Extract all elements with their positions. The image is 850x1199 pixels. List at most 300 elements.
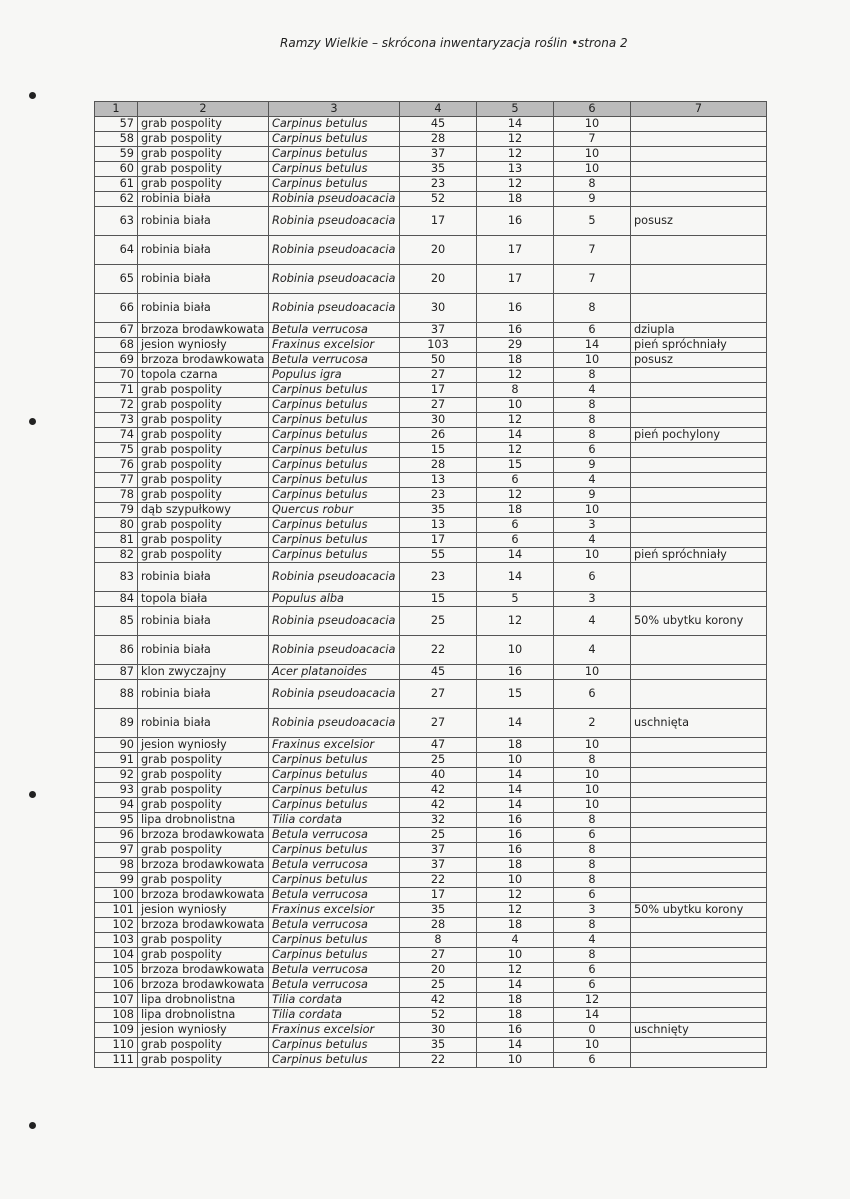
tree-number-cell: 92	[95, 768, 138, 783]
height-cell: 15	[477, 458, 554, 473]
common-name-cell: robinia biała	[138, 709, 269, 738]
trunk-circumference-cell: 20	[400, 265, 477, 294]
tree-number-cell: 57	[95, 117, 138, 132]
crown-diameter-cell: 3	[554, 592, 631, 607]
common-name-cell: jesion wyniosły	[138, 338, 269, 353]
remarks-cell	[631, 294, 767, 323]
latin-name-cell: Carpinus betulus	[269, 398, 400, 413]
remarks-cell	[631, 798, 767, 813]
height-cell: 14	[477, 1038, 554, 1053]
table-row	[95, 265, 767, 294]
common-name-cell: robinia biała	[138, 680, 269, 709]
common-name-cell: grab pospolity	[138, 873, 269, 888]
trunk-circumference-cell: 17	[400, 533, 477, 548]
crown-diameter-cell: 5	[554, 207, 631, 236]
latin-name-cell: Fraxinus excelsior	[269, 338, 400, 353]
tree-number-cell: 95	[95, 813, 138, 828]
remarks-cell	[631, 488, 767, 503]
common-name-cell: grab pospolity	[138, 753, 269, 768]
remarks-cell	[631, 458, 767, 473]
tree-number-cell: 97	[95, 843, 138, 858]
remarks-cell	[631, 978, 767, 993]
height-cell: 12	[477, 903, 554, 918]
trunk-circumference-cell: 20	[400, 236, 477, 265]
trunk-circumference-cell: 55	[400, 548, 477, 563]
table-row	[95, 533, 767, 548]
crown-diameter-cell: 10	[554, 117, 631, 132]
common-name-cell: grab pospolity	[138, 383, 269, 398]
common-name-cell: lipa drobnolistna	[138, 813, 269, 828]
latin-name-cell: Carpinus betulus	[269, 933, 400, 948]
table-row	[95, 948, 767, 963]
table-row	[95, 828, 767, 843]
column-header: 5	[477, 102, 554, 117]
height-cell: 18	[477, 353, 554, 368]
table-row	[95, 813, 767, 828]
table-row	[95, 873, 767, 888]
height-cell: 10	[477, 636, 554, 665]
remarks-cell	[631, 162, 767, 177]
common-name-cell: grab pospolity	[138, 458, 269, 473]
height-cell: 17	[477, 265, 554, 294]
tree-number-cell: 106	[95, 978, 138, 993]
remarks-cell	[631, 933, 767, 948]
latin-name-cell: Carpinus betulus	[269, 473, 400, 488]
latin-name-cell: Robinia pseudoacacia	[269, 265, 400, 294]
common-name-cell: robinia biała	[138, 563, 269, 592]
tree-number-cell: 71	[95, 383, 138, 398]
tree-number-cell: 96	[95, 828, 138, 843]
remarks-cell: uschnięta	[631, 709, 767, 738]
remarks-cell	[631, 768, 767, 783]
height-cell: 6	[477, 473, 554, 488]
common-name-cell: grab pospolity	[138, 147, 269, 162]
common-name-cell: grab pospolity	[138, 533, 269, 548]
trunk-circumference-cell: 30	[400, 1023, 477, 1038]
tree-number-cell: 69	[95, 353, 138, 368]
remarks-cell	[631, 503, 767, 518]
height-cell: 17	[477, 236, 554, 265]
remarks-cell	[631, 1008, 767, 1023]
table-row	[95, 338, 767, 353]
crown-diameter-cell: 8	[554, 948, 631, 963]
height-cell: 18	[477, 738, 554, 753]
common-name-cell: grab pospolity	[138, 933, 269, 948]
table-row	[95, 117, 767, 132]
common-name-cell: jesion wyniosły	[138, 1023, 269, 1038]
crown-diameter-cell: 4	[554, 383, 631, 398]
tree-number-cell: 99	[95, 873, 138, 888]
table-row	[95, 236, 767, 265]
trunk-circumference-cell: 52	[400, 1008, 477, 1023]
column-header: 1	[95, 102, 138, 117]
crown-diameter-cell: 8	[554, 753, 631, 768]
table-row	[95, 443, 767, 458]
tree-number-cell: 65	[95, 265, 138, 294]
crown-diameter-cell: 8	[554, 177, 631, 192]
common-name-cell: jesion wyniosły	[138, 903, 269, 918]
height-cell: 13	[477, 162, 554, 177]
latin-name-cell: Carpinus betulus	[269, 533, 400, 548]
common-name-cell: grab pospolity	[138, 398, 269, 413]
table-row	[95, 563, 767, 592]
common-name-cell: grab pospolity	[138, 488, 269, 503]
common-name-cell: grab pospolity	[138, 843, 269, 858]
latin-name-cell: Carpinus betulus	[269, 1038, 400, 1053]
remarks-cell	[631, 813, 767, 828]
remarks-cell	[631, 518, 767, 533]
remarks-cell	[631, 873, 767, 888]
crown-diameter-cell: 7	[554, 265, 631, 294]
height-cell: 16	[477, 323, 554, 338]
table-row	[95, 132, 767, 147]
trunk-circumference-cell: 47	[400, 738, 477, 753]
crown-diameter-cell: 10	[554, 768, 631, 783]
latin-name-cell: Carpinus betulus	[269, 177, 400, 192]
common-name-cell: brzoza brodawkowata	[138, 888, 269, 903]
common-name-cell: grab pospolity	[138, 428, 269, 443]
crown-diameter-cell: 6	[554, 563, 631, 592]
table-row	[95, 473, 767, 488]
tree-number-cell: 93	[95, 783, 138, 798]
tree-number-cell: 102	[95, 918, 138, 933]
tree-number-cell: 108	[95, 1008, 138, 1023]
common-name-cell: grab pospolity	[138, 1038, 269, 1053]
crown-diameter-cell: 6	[554, 443, 631, 458]
page-header	[280, 36, 628, 50]
height-cell: 8	[477, 383, 554, 398]
latin-name-cell: Tilia cordata	[269, 813, 400, 828]
height-cell: 14	[477, 978, 554, 993]
height-cell: 14	[477, 709, 554, 738]
table-row	[95, 768, 767, 783]
table-row	[95, 548, 767, 563]
trunk-circumference-cell: 50	[400, 353, 477, 368]
latin-name-cell: Carpinus betulus	[269, 518, 400, 533]
latin-name-cell: Carpinus betulus	[269, 413, 400, 428]
tree-number-cell: 91	[95, 753, 138, 768]
common-name-cell: grab pospolity	[138, 413, 269, 428]
crown-diameter-cell: 9	[554, 458, 631, 473]
table-row	[95, 607, 767, 636]
common-name-cell: grab pospolity	[138, 162, 269, 177]
punch-hole-icon	[29, 1122, 36, 1129]
column-header: 3	[269, 102, 400, 117]
common-name-cell: grab pospolity	[138, 443, 269, 458]
trunk-circumference-cell: 45	[400, 117, 477, 132]
trunk-circumference-cell: 25	[400, 753, 477, 768]
common-name-cell: robinia biała	[138, 265, 269, 294]
height-cell: 14	[477, 428, 554, 443]
table-row	[95, 918, 767, 933]
remarks-cell	[631, 236, 767, 265]
trunk-circumference-cell: 17	[400, 383, 477, 398]
trunk-circumference-cell: 35	[400, 503, 477, 518]
latin-name-cell: Robinia pseudoacacia	[269, 709, 400, 738]
trunk-circumference-cell: 25	[400, 978, 477, 993]
common-name-cell: jesion wyniosły	[138, 738, 269, 753]
height-cell: 14	[477, 548, 554, 563]
table-row	[95, 488, 767, 503]
tree-number-cell: 100	[95, 888, 138, 903]
height-cell: 14	[477, 117, 554, 132]
latin-name-cell: Betula verrucosa	[269, 888, 400, 903]
trunk-circumference-cell: 20	[400, 963, 477, 978]
crown-diameter-cell: 9	[554, 488, 631, 503]
common-name-cell: grab pospolity	[138, 798, 269, 813]
table-row	[95, 858, 767, 873]
height-cell: 16	[477, 294, 554, 323]
crown-diameter-cell: 6	[554, 323, 631, 338]
common-name-cell: grab pospolity	[138, 473, 269, 488]
latin-name-cell: Fraxinus excelsior	[269, 903, 400, 918]
table-row	[95, 518, 767, 533]
common-name-cell: brzoza brodawkowata	[138, 963, 269, 978]
crown-diameter-cell: 8	[554, 873, 631, 888]
table-row	[95, 503, 767, 518]
trunk-circumference-cell: 15	[400, 592, 477, 607]
remarks-cell	[631, 563, 767, 592]
common-name-cell: lipa drobnolistna	[138, 1008, 269, 1023]
document-title: Ramzy Wielkie – skrócona inwentaryzacja roślin •	[280, 36, 579, 50]
trunk-circumference-cell: 42	[400, 993, 477, 1008]
latin-name-cell: Carpinus betulus	[269, 768, 400, 783]
trunk-circumference-cell: 23	[400, 177, 477, 192]
trunk-circumference-cell: 27	[400, 398, 477, 413]
table-row	[95, 353, 767, 368]
table-row	[95, 1053, 767, 1068]
height-cell: 10	[477, 1053, 554, 1068]
crown-diameter-cell: 10	[554, 783, 631, 798]
table-row	[95, 162, 767, 177]
height-cell: 14	[477, 783, 554, 798]
tree-number-cell: 110	[95, 1038, 138, 1053]
height-cell: 18	[477, 1008, 554, 1023]
remarks-cell	[631, 665, 767, 680]
remarks-cell	[631, 132, 767, 147]
height-cell: 10	[477, 398, 554, 413]
tree-number-cell: 78	[95, 488, 138, 503]
latin-name-cell: Carpinus betulus	[269, 428, 400, 443]
common-name-cell: grab pospolity	[138, 948, 269, 963]
crown-diameter-cell: 4	[554, 607, 631, 636]
tree-number-cell: 85	[95, 607, 138, 636]
tree-number-cell: 94	[95, 798, 138, 813]
table-row	[95, 177, 767, 192]
tree-number-cell: 63	[95, 207, 138, 236]
tree-number-cell: 101	[95, 903, 138, 918]
crown-diameter-cell: 4	[554, 636, 631, 665]
remarks-cell	[631, 147, 767, 162]
crown-diameter-cell: 7	[554, 236, 631, 265]
table-row	[95, 294, 767, 323]
common-name-cell: robinia biała	[138, 192, 269, 207]
trunk-circumference-cell: 17	[400, 888, 477, 903]
trunk-circumference-cell: 30	[400, 413, 477, 428]
trunk-circumference-cell: 37	[400, 858, 477, 873]
crown-diameter-cell: 12	[554, 993, 631, 1008]
common-name-cell: topola biała	[138, 592, 269, 607]
crown-diameter-cell: 6	[554, 1053, 631, 1068]
column-header: 2	[138, 102, 269, 117]
tree-number-cell: 103	[95, 933, 138, 948]
crown-diameter-cell: 2	[554, 709, 631, 738]
latin-name-cell: Carpinus betulus	[269, 753, 400, 768]
height-cell: 4	[477, 933, 554, 948]
latin-name-cell: Carpinus betulus	[269, 948, 400, 963]
crown-diameter-cell: 3	[554, 903, 631, 918]
height-cell: 14	[477, 563, 554, 592]
latin-name-cell: Carpinus betulus	[269, 873, 400, 888]
tree-number-cell: 104	[95, 948, 138, 963]
latin-name-cell: Robinia pseudoacacia	[269, 236, 400, 265]
common-name-cell: grab pospolity	[138, 768, 269, 783]
table-row	[95, 993, 767, 1008]
trunk-circumference-cell: 28	[400, 458, 477, 473]
height-cell: 10	[477, 753, 554, 768]
trunk-circumference-cell: 27	[400, 948, 477, 963]
table-row	[95, 738, 767, 753]
remarks-cell	[631, 963, 767, 978]
trunk-circumference-cell: 35	[400, 1038, 477, 1053]
height-cell: 18	[477, 503, 554, 518]
crown-diameter-cell: 10	[554, 503, 631, 518]
table-row	[95, 458, 767, 473]
crown-diameter-cell: 6	[554, 963, 631, 978]
common-name-cell: klon zwyczajny	[138, 665, 269, 680]
latin-name-cell: Populus igra	[269, 368, 400, 383]
table-row	[95, 783, 767, 798]
remarks-cell	[631, 888, 767, 903]
remarks-cell	[631, 413, 767, 428]
height-cell: 15	[477, 680, 554, 709]
remarks-cell	[631, 368, 767, 383]
common-name-cell: topola czarna	[138, 368, 269, 383]
tree-number-cell: 62	[95, 192, 138, 207]
tree-number-cell: 61	[95, 177, 138, 192]
remarks-cell: posusz	[631, 207, 767, 236]
latin-name-cell: Betula verrucosa	[269, 828, 400, 843]
latin-name-cell: Carpinus betulus	[269, 783, 400, 798]
plant-inventory-table	[94, 101, 767, 1068]
latin-name-cell: Carpinus betulus	[269, 458, 400, 473]
trunk-circumference-cell: 42	[400, 783, 477, 798]
crown-diameter-cell: 8	[554, 918, 631, 933]
tree-number-cell: 58	[95, 132, 138, 147]
remarks-cell: 50% ubytku korony	[631, 607, 767, 636]
remarks-cell: pień spróchniały	[631, 338, 767, 353]
trunk-circumference-cell: 22	[400, 873, 477, 888]
height-cell: 16	[477, 207, 554, 236]
table-header-row	[95, 102, 767, 117]
latin-name-cell: Carpinus betulus	[269, 383, 400, 398]
trunk-circumference-cell: 103	[400, 338, 477, 353]
latin-name-cell: Quercus robur	[269, 503, 400, 518]
remarks-cell	[631, 680, 767, 709]
common-name-cell: grab pospolity	[138, 783, 269, 798]
trunk-circumference-cell: 26	[400, 428, 477, 443]
height-cell: 14	[477, 798, 554, 813]
tree-number-cell: 89	[95, 709, 138, 738]
tree-number-cell: 107	[95, 993, 138, 1008]
remarks-cell	[631, 1038, 767, 1053]
trunk-circumference-cell: 27	[400, 709, 477, 738]
height-cell: 12	[477, 607, 554, 636]
tree-number-cell: 87	[95, 665, 138, 680]
height-cell: 12	[477, 413, 554, 428]
remarks-cell: posusz	[631, 353, 767, 368]
table-row	[95, 1038, 767, 1053]
latin-name-cell: Carpinus betulus	[269, 117, 400, 132]
remarks-cell	[631, 753, 767, 768]
remarks-cell	[631, 192, 767, 207]
latin-name-cell: Carpinus betulus	[269, 132, 400, 147]
crown-diameter-cell: 3	[554, 518, 631, 533]
latin-name-cell: Carpinus betulus	[269, 488, 400, 503]
tree-number-cell: 67	[95, 323, 138, 338]
common-name-cell: robinia biała	[138, 236, 269, 265]
remarks-cell	[631, 858, 767, 873]
table-row	[95, 1023, 767, 1038]
common-name-cell: grab pospolity	[138, 177, 269, 192]
height-cell: 18	[477, 993, 554, 1008]
tree-number-cell: 82	[95, 548, 138, 563]
latin-name-cell: Betula verrucosa	[269, 963, 400, 978]
height-cell: 10	[477, 873, 554, 888]
page-number: strona 2	[578, 36, 628, 50]
crown-diameter-cell: 6	[554, 978, 631, 993]
tree-number-cell: 59	[95, 147, 138, 162]
latin-name-cell: Acer platanoides	[269, 665, 400, 680]
latin-name-cell: Tilia cordata	[269, 1008, 400, 1023]
remarks-cell	[631, 636, 767, 665]
tree-number-cell: 64	[95, 236, 138, 265]
trunk-circumference-cell: 23	[400, 488, 477, 503]
table-row	[95, 323, 767, 338]
punch-hole-icon	[29, 418, 36, 425]
crown-diameter-cell: 10	[554, 353, 631, 368]
latin-name-cell: Populus alba	[269, 592, 400, 607]
remarks-cell	[631, 592, 767, 607]
crown-diameter-cell: 14	[554, 1008, 631, 1023]
remarks-cell	[631, 843, 767, 858]
table-row	[95, 398, 767, 413]
table-row	[95, 903, 767, 918]
height-cell: 12	[477, 963, 554, 978]
remarks-cell	[631, 443, 767, 458]
tree-number-cell: 109	[95, 1023, 138, 1038]
tree-number-cell: 66	[95, 294, 138, 323]
remarks-cell	[631, 473, 767, 488]
trunk-circumference-cell: 13	[400, 473, 477, 488]
punch-hole-icon	[29, 791, 36, 798]
trunk-circumference-cell: 35	[400, 903, 477, 918]
tree-number-cell: 79	[95, 503, 138, 518]
tree-number-cell: 111	[95, 1053, 138, 1068]
trunk-circumference-cell: 25	[400, 607, 477, 636]
crown-diameter-cell: 6	[554, 828, 631, 843]
common-name-cell: brzoza brodawkowata	[138, 918, 269, 933]
height-cell: 16	[477, 813, 554, 828]
table-row	[95, 753, 767, 768]
remarks-cell	[631, 177, 767, 192]
latin-name-cell: Betula verrucosa	[269, 858, 400, 873]
height-cell: 16	[477, 665, 554, 680]
common-name-cell: robinia biała	[138, 636, 269, 665]
latin-name-cell: Fraxinus excelsior	[269, 1023, 400, 1038]
latin-name-cell: Robinia pseudoacacia	[269, 207, 400, 236]
latin-name-cell: Robinia pseudoacacia	[269, 192, 400, 207]
